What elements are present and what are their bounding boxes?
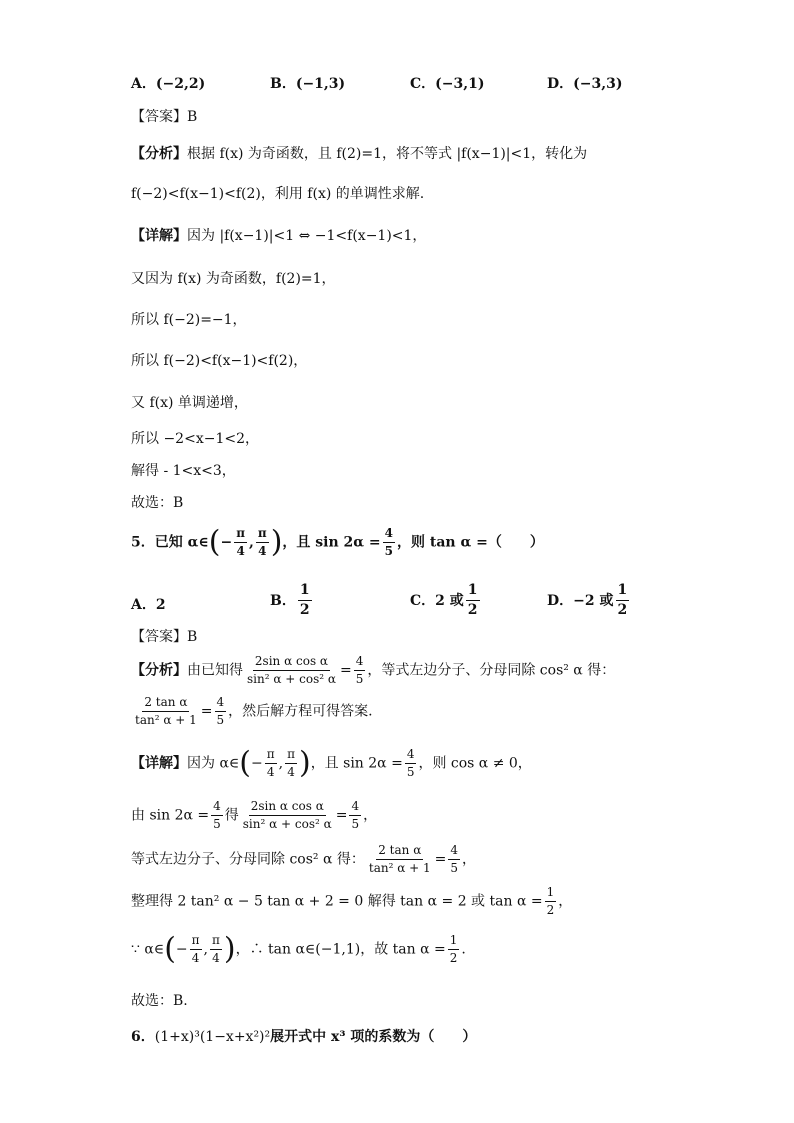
frac-den: sin² α + cos² α <box>247 672 336 687</box>
neg: − <box>220 534 233 551</box>
q5-line5-a: ∵ α∈ <box>131 941 165 958</box>
q6-stem <box>131 1030 476 1044</box>
q4-detail-line6: 所以 −2<x−1<2， <box>131 431 259 447</box>
q5-line5-b: ，∴ tan α∈(−1,1)，故 tan α = <box>235 941 446 958</box>
frac-den: 2 <box>617 602 628 619</box>
q4-detail-line3: 所以 f(−2)=−1， <box>131 312 247 328</box>
frac-den: 4 <box>236 544 245 559</box>
q5-line5-c: . <box>461 941 466 958</box>
q5-line2-b: 得 <box>224 807 239 824</box>
frac-den: tan² α + 1 <box>135 713 197 728</box>
option-label: B． <box>270 592 296 609</box>
paren-open: ( <box>239 745 251 781</box>
q5-line2-c: ， <box>363 807 378 824</box>
frac-num: 4 <box>405 748 417 764</box>
q5-detail-line3: 等式左边分子、分母同除 cos² α 得： $\frac{\text{2 tan α}}{\text{tan² α + 1}}$ = $\frac{4}{5}$ ， <box>131 843 477 876</box>
q5-detail-line5: ∵ α∈(− $\frac{\pi}{4}$ , $\frac{\pi}{4}$ )，∴ tan α∈(−1,1)，故 tan α = $\frac{1}{2}$ . <box>131 931 466 967</box>
q5-stem: 5．已知 α∈(− $\frac{\pi}{4}$ , $\frac{\pi}{4}$ )，且 sin 2α = $\frac{4}{5}$ ，则 tan α =（ ） <box>131 524 544 560</box>
frac-den: 4 <box>266 765 275 780</box>
q6-expression: (1+x)³(1−x+x²)² <box>154 1029 271 1045</box>
frac-num: π <box>234 527 247 543</box>
q5-detail-c: ，则 cos α ≠ 0， <box>418 755 532 772</box>
paren-open: ( <box>208 524 221 560</box>
q5-line3-b: ， <box>462 851 477 868</box>
q5-analysis-line2: $\frac{\text{2 tan α}}{\text{tan² α + 1}}$ = $\frac{4}{5}$ ，然后解方程可得答案. <box>135 695 373 728</box>
frac-den: tan² α + 1 <box>368 861 431 876</box>
frac-num: 2 tan α <box>142 696 189 712</box>
neg: − <box>175 941 188 958</box>
q4-detail-line5: 又 f(x) 单调递增， <box>131 395 248 411</box>
frac-den: 5 <box>355 672 364 687</box>
q5-analysis-c: ，然后解方程可得答案. <box>228 703 373 720</box>
frac-den: 5 <box>213 817 221 832</box>
frac-den: 2 <box>546 903 555 918</box>
q5-detail-line2: 由 sin 2α = $\frac{4}{5}$ 得 $\frac{\text{2sin α cos α}}{\text{sin² α + cos² α}}$ = $\frac{4}{5}$ ， <box>131 799 378 832</box>
frac-num: 2sin α cos α <box>249 800 326 816</box>
detail-tag: 【详解】 <box>131 228 187 244</box>
paren-close: ) <box>298 745 311 781</box>
frac-den: 2 <box>299 602 310 619</box>
q4-detail-text1: 因为 |f(x−1)|<1 ⇔ −1<f(x−1)<1， <box>187 228 427 244</box>
q4-option-b: B．(−1,3) <box>270 76 346 92</box>
frac-num: 2 tan α <box>376 844 423 860</box>
paren-close: ) <box>223 931 236 967</box>
q6-stem-text: 展开式中 x³ 项的系数为（ ） <box>270 1029 477 1045</box>
frac-num: 4 <box>215 696 227 712</box>
frac-num: 1 <box>545 886 557 902</box>
q5-detail-line4 <box>131 886 572 917</box>
paren-open: ( <box>164 931 176 967</box>
q5-line4-a: 整理得 2 tan² α − 5 tan α + 2 = 0 解得 tan α = 2 或 tan α = <box>131 893 543 910</box>
q4-choose: 故选：B <box>131 495 184 511</box>
frac-num: 4 <box>211 800 223 816</box>
frac-den: 2 <box>467 602 478 619</box>
frac-den: 5 <box>216 713 225 728</box>
q5-detail-b: ，且 sin 2α = <box>310 755 403 772</box>
frac-den: 4 <box>258 544 267 559</box>
detail-tag: 【详解】 <box>131 755 187 772</box>
frac-num: 4 <box>349 800 361 816</box>
frac-den: 4 <box>287 765 295 780</box>
frac-num: 1 <box>616 583 630 601</box>
q5-analysis-b: ，等式左边分子、分母同除 cos² α 得： <box>367 662 616 679</box>
q5-stem-b: ，且 sin 2α = <box>282 534 381 551</box>
analysis-tag: 【分析】 <box>131 662 187 679</box>
q5-stem-a: 5．已知 α∈ <box>131 534 209 551</box>
q5-option-b <box>270 583 314 619</box>
frac-num: π <box>190 934 202 950</box>
q5-choose: 故选：B. <box>131 993 188 1009</box>
frac-den: sin² α + cos² α <box>242 817 332 832</box>
q4-analysis-line1 <box>131 147 587 161</box>
q5-line2-a: 由 sin 2α = <box>131 807 210 824</box>
frac-den: 4 <box>212 951 220 966</box>
q5-option-d <box>547 583 631 619</box>
q4-answer: 【答案】B <box>131 109 198 125</box>
q4-detail-line4: 所以 f(−2)<f(x−1)<f(2)， <box>131 353 308 369</box>
q5-detail-line1: 【详解】因为 α∈(− $\frac{\pi}{4}$ , $\frac{\pi}{4}$ )，且 sin 2α = $\frac{4}{5}$ ，则 cos α ≠ 0， <box>131 745 532 781</box>
paren-close: ) <box>270 524 283 560</box>
q4-analysis-text1: 根据 f(x) 为奇函数，且 f(2)=1，将不等式 |f(x−1)|<1，转化为 <box>187 146 588 162</box>
q4-option-d: D．(−3,3) <box>547 76 623 92</box>
frac-num: 4 <box>354 655 366 671</box>
q4-option-a: A．(−2,2) <box>131 76 206 92</box>
q5-detail-a: 因为 α∈ <box>187 755 240 772</box>
q5-analysis-line1: 【分析】由已知得 $\frac{\text{2sin α cos α}}{\text{sin² α + cos² α}}$ = $\frac{4}{5}$ ，等式左边分子、分母同除 cos² α 得： <box>131 654 616 687</box>
q5-answer: 【答案】B <box>131 629 198 645</box>
frac-den: 5 <box>351 817 360 832</box>
frac-num: 1 <box>466 583 480 601</box>
option-label: D．−2 或 <box>547 592 614 609</box>
frac-num: 1 <box>448 934 460 950</box>
frac-num: 4 <box>448 844 460 860</box>
q4-detail-line1 <box>131 229 426 243</box>
analysis-tag: 【分析】 <box>131 146 187 162</box>
q4-option-c: C．(−3,1) <box>410 76 485 92</box>
frac-num: π <box>285 748 297 764</box>
q6-number: 6． <box>131 1029 155 1045</box>
frac-num: 1 <box>298 583 312 601</box>
frac-den: 4 <box>191 951 200 966</box>
frac-den: 2 <box>449 951 458 966</box>
frac-num: 4 <box>383 527 395 543</box>
frac-den: 5 <box>384 544 394 559</box>
q5-line4-b: ， <box>558 893 573 910</box>
q5-line3-a: 等式左边分子、分母同除 cos² α 得： <box>131 851 365 868</box>
option-label: C．2 或 <box>410 592 464 609</box>
q4-detail-line2: 又因为 f(x) 为奇函数，f(2)=1， <box>131 271 336 287</box>
q5-option-a: A．2 <box>131 597 166 613</box>
frac-num: 2sin α cos α <box>253 655 330 671</box>
frac-num: π <box>210 934 222 950</box>
q5-option-c <box>410 583 482 619</box>
frac-den: 5 <box>406 765 415 780</box>
frac-num: π <box>256 527 269 543</box>
neg: − <box>251 755 263 772</box>
q5-stem-c: ，则 tan α =（ ） <box>397 534 544 551</box>
frac-num: π <box>265 748 277 764</box>
q4-detail-line7: 解得 - 1<x<3， <box>131 463 236 479</box>
q4-analysis-line2: f(−2)<f(x−1)<f(2)，利用 f(x) 的单调性求解. <box>131 186 425 202</box>
q5-analysis-a: 由已知得 <box>187 662 243 679</box>
frac-den: 5 <box>450 861 459 876</box>
